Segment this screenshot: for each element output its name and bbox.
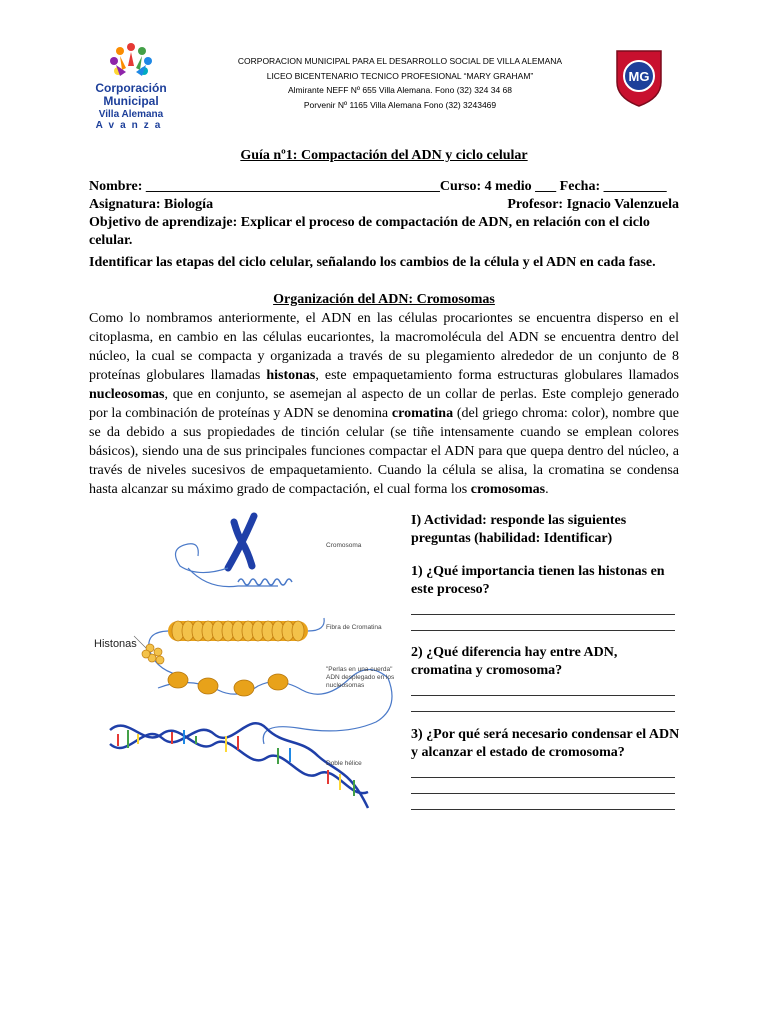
para-text-3: , que en conjunto, se asemejan al aspecto de un collar de perlas. Este complejo generado por la combinación de proteínas y ADN se denomina <box>89 387 679 421</box>
answer-line[interactable] <box>411 680 675 696</box>
label-fibra-cromatina: Fibra de Cromatina <box>326 624 382 631</box>
dna-compaction-illustration <box>88 508 410 820</box>
answer-line[interactable] <box>411 762 675 778</box>
identificar-text: Identificar las etapas del ciclo celular, señalando los cambios de la célula y el ADN en cada fase. <box>89 255 656 270</box>
label-cromosoma: Cromosoma <box>326 542 362 549</box>
asignatura-label: Asignatura: Biología <box>89 197 214 212</box>
question-2-text: 2) ¿Qué diferencia hay entre ADN, cromatina y cromosoma? <box>411 645 618 678</box>
nucleosome-beads-icon <box>168 672 288 696</box>
chromosome-icon <box>228 516 254 568</box>
activity-title: I) Actividad: responde las siguientes preguntas (habilidad: Identificar) <box>411 513 627 546</box>
dna-compaction-figure <box>88 508 410 820</box>
para-text-1: Como lo nombramos anteriormente, el ADN en las células procariontes se encuentra disperso en el citoplasma, en cambio en las células eucariontes, la macromolécula del ADN se encuentra dentro del núcleo, la cual se compacta y organizada a través de su plegamiento alrededor de un conjunto de 8 proteínas globulares llamadas <box>89 311 679 383</box>
label-perlas-2: ADN desplegado en los <box>326 674 395 681</box>
term-histonas: histonas <box>266 368 316 383</box>
answer-line[interactable] <box>411 794 675 810</box>
page-title: Guía nº1: Compactación del ADN y ciclo celular <box>240 148 528 163</box>
header-line-4: Porvenir Nº 1165 Villa Alemana Fono (32) 3243469 <box>303 99 497 110</box>
answer-line[interactable] <box>411 778 675 794</box>
answer-line[interactable] <box>411 599 675 615</box>
school-shield-logo <box>614 48 664 108</box>
nombre-field[interactable]: Nombre: __________________________________________ <box>89 179 440 194</box>
curso-fecha-field[interactable]: Curso: 4 medio ___ Fecha: _________ <box>439 179 667 194</box>
question-3 <box>411 726 681 810</box>
form-row-asignatura <box>89 196 679 214</box>
objetivo-text: Objetivo de aprendizaje: Explicar el proceso de compactación de ADN, en relación con el ciclo celular. <box>89 215 650 248</box>
body-paragraph <box>89 309 679 499</box>
label-doble-helice: Doble hélice <box>326 760 362 767</box>
label-perlas-3: nucleosomas <box>326 682 365 689</box>
section-title: Organización del ADN: Cromosomas <box>273 292 495 307</box>
logo-text-villa-alemana: Villa Alemana <box>98 109 164 120</box>
term-nucleosomas: nucleosomas <box>89 387 165 402</box>
people-logo-icon <box>106 42 156 80</box>
logo-text-corporacion: Corporación <box>95 81 167 95</box>
logo-text-avanza: Avanza <box>95 120 167 131</box>
shield-icon <box>614 48 664 108</box>
shield-initials: MG <box>628 69 650 84</box>
answer-line[interactable] <box>411 696 675 712</box>
answer-line[interactable] <box>411 615 675 631</box>
question-2 <box>411 644 681 712</box>
form-row-nombre <box>89 178 679 196</box>
header-line-3: Almirante NEFF Nº 655 Villa Alemana. Fono (32) 324 34 68 <box>287 85 513 96</box>
header-line-1: CORPORACION MUNICIPAL PARA EL DESARROLLO SOCIAL DE VILLA ALEMANA <box>237 56 563 66</box>
logo-text-municipal: Municipal <box>103 94 159 108</box>
label-perlas-1: "Perlas en una cuerda" <box>326 666 393 673</box>
term-cromosomas: cromosomas <box>470 482 546 497</box>
chromatin-fiber-icon <box>168 621 308 641</box>
corporacion-municipal-logo <box>86 42 176 132</box>
label-histonas: Histonas <box>94 638 137 650</box>
question-1 <box>411 563 681 631</box>
para-text-4: (del griego chroma: color), nombre que se da debido a sus propiedades de tinción celular (se tiñe intensamente cuando se emplean colores básicos), siendo una de sus principales funciones compactar el ADN para que quepa dentro del núcleo, a través de niveles sucesivos de empaquetamiento. Cuando la célula se alisa, la cromatina se condensa hasta alcanzar su máximo grado de compactación, el cual forma los <box>89 406 679 497</box>
header-line-2: LICEO BICENTENARIO TECNICO PROFESIONAL “MARY GRAHAM” <box>266 70 534 81</box>
question-1-text: 1) ¿Qué importancia tienen las histonas en este proceso? <box>411 564 665 597</box>
term-cromatina: cromatina <box>391 406 454 421</box>
para-text-5: . <box>545 482 549 497</box>
school-header <box>190 54 610 112</box>
para-text-2: , este empaquetamiento forma estructuras globulares llamados <box>315 368 679 383</box>
question-3-text: 3) ¿Por qué será necesario condensar el ADN y alcanzar el estado de cromosoma? <box>411 727 680 760</box>
profesor-label: Profesor: Ignacio Valenzuela <box>507 197 679 212</box>
